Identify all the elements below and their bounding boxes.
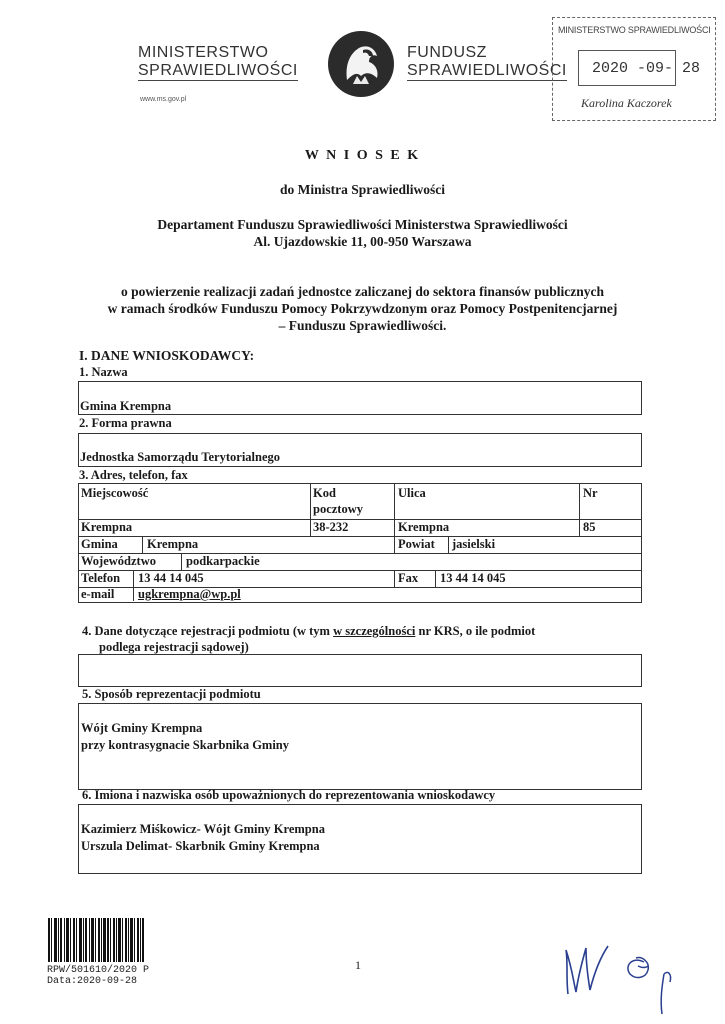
- addressee: do Ministra Sprawiedliwości: [279, 182, 445, 197]
- legal-form-value: Jednostka Samorządu Terytorialnego: [80, 450, 281, 464]
- number-value: 85: [583, 520, 596, 534]
- hdr-city: Miejscowość: [81, 486, 149, 500]
- subject-line-3: – Funduszu Sprawiedliwości.: [278, 318, 447, 333]
- authorized-line2: Urszula Delimat- Skarbnik Gminy Krempna: [81, 839, 320, 853]
- representation-line1: Wójt Gminy Krempna: [81, 721, 203, 735]
- hdr-postal-2: pocztowy: [313, 502, 363, 516]
- registration-label-a: 4. Dane dotyczące rejestracji podmiotu (w tym: [82, 624, 334, 638]
- gmina-value: Krempna: [147, 537, 199, 551]
- voivodeship-value: podkarpackie: [186, 554, 260, 568]
- subject-line-2: w ramach środków Funduszu Pomocy Pokrzywdzonym oraz Pomocy Postpenitencjarnej: [107, 301, 618, 316]
- powiat-label: Powiat: [398, 537, 435, 551]
- email-value: ugkrempna@wp.pl: [138, 587, 241, 601]
- department: Departament Funduszu Sprawiedliwości Ministerstwa Sprawiedliwości: [157, 217, 568, 232]
- representation-label: 5. Sposób reprezentacji podmiotu: [82, 687, 261, 701]
- barcode-icon: [46, 916, 146, 964]
- registration-label-b: nr KRS, o ile podmiot: [415, 624, 536, 638]
- city-value: Krempna: [81, 520, 133, 534]
- phone-label: Telefon: [81, 571, 121, 585]
- registration-field: [78, 654, 642, 687]
- ms-logo-line1: MINISTERSTWO: [138, 44, 269, 61]
- powiat-value: jasielski: [452, 537, 496, 551]
- hdr-postal-1: Kod: [313, 486, 336, 500]
- fs-logo-line1: FUNDUSZ: [407, 44, 487, 61]
- voivodeship-label: Województwo: [81, 554, 156, 568]
- barcode-id: RPW/501610/2020 P: [47, 965, 150, 976]
- postal-value: 38-232: [313, 520, 349, 534]
- fax-value: 13 44 14 045: [440, 571, 506, 585]
- ms-logo-line2: SPRAWIEDLIWOŚCI: [138, 62, 298, 79]
- name-value: Gmina Krempna: [80, 399, 172, 413]
- legal-form-label: 2. Forma prawna: [79, 416, 172, 430]
- fs-logo: [407, 44, 567, 81]
- registration-label-line2: podlega rejestracji sądowej): [99, 640, 249, 654]
- fs-logo-line2: SPRAWIEDLIWOŚCI: [407, 62, 567, 79]
- section-1-heading: I. DANE WNIOSKODAWCY:: [79, 348, 255, 363]
- department-address: Al. Ujazdowskie 11, 00-950 Warszawa: [253, 234, 472, 249]
- stamp-title: MINISTERSTWO SPRAWIEDLIWOŚCI: [558, 25, 711, 35]
- email-label: e-mail: [81, 587, 115, 601]
- authorized-line1: Kazimierz Miśkowicz- Wójt Gminy Krempna: [81, 822, 325, 836]
- hdr-number: Nr: [583, 486, 598, 500]
- barcode-date: Data:2020-09-28: [47, 976, 138, 987]
- stamp-signatory: Karolina Kaczorek: [581, 96, 672, 110]
- subject-line-1: o powierzenie realizacji zadań jednostce zaliczanej do sektora finansów publicznych: [120, 284, 605, 299]
- hdr-street: Ulica: [398, 486, 426, 500]
- representation-line2: przy kontrasygnacie Skarbnika Gminy: [81, 738, 290, 752]
- stamp-date: 2020 -09- 28: [592, 60, 701, 77]
- ms-logo: [138, 44, 298, 81]
- registration-label-underlined: w szczególności: [333, 624, 416, 638]
- fax-label: Fax: [398, 571, 419, 585]
- name-label: 1. Nazwa: [79, 365, 128, 379]
- gmina-label: Gmina: [81, 537, 118, 551]
- phone-value: 13 44 14 045: [138, 571, 204, 585]
- street-value: Krempna: [398, 520, 450, 534]
- page-number: 1: [355, 958, 361, 972]
- ms-url: www.ms.gov.pl: [140, 96, 187, 103]
- document-title: W N I O S E K: [304, 148, 421, 163]
- eagle-emblem-icon: [323, 26, 399, 102]
- handwritten-initials: [552, 938, 702, 1018]
- address-label: 3. Adres, telefon, fax: [79, 468, 188, 482]
- registration-label: [82, 624, 535, 639]
- authorized-label: 6. Imiona i nazwiska osób upoważnionych do reprezentowania wnioskodawcy: [82, 788, 496, 802]
